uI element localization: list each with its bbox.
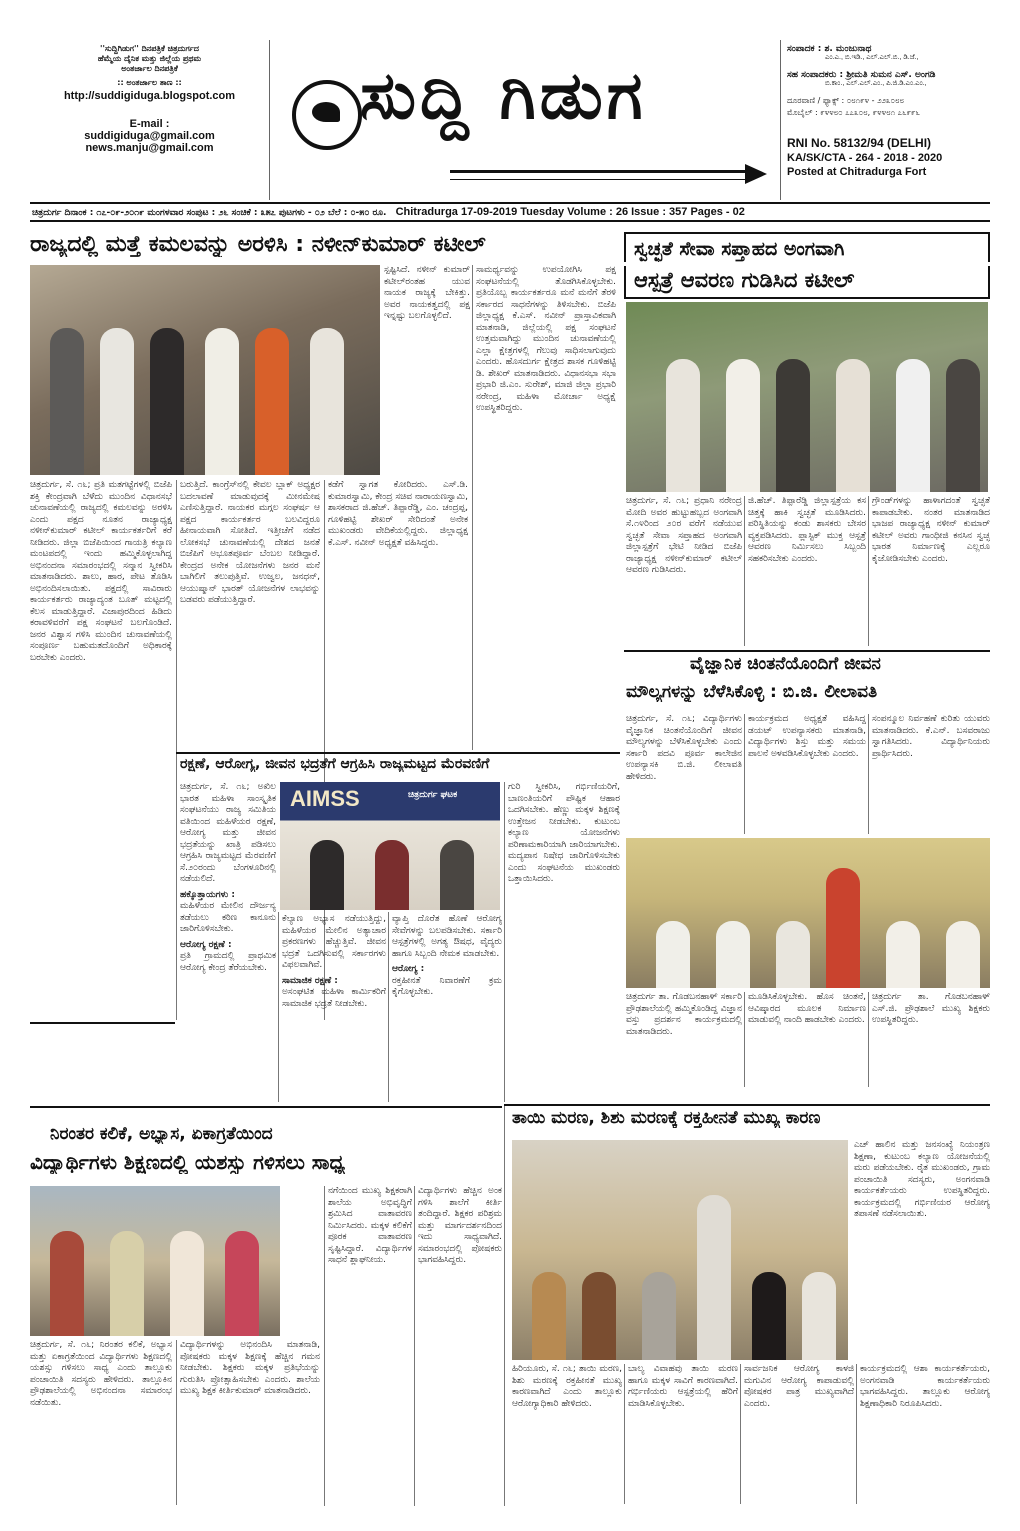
main-article-col-4: ಸ್ಪಷ್ಟಿಸಿದೆ. ನಳೀನ್ ಕುಮಾರ್ ಕಟೀಲ್‌ರಂತಹ ಯುವ ನಾಯಕ ರಾಜ್ಯಕ್ಕೆ ಬೇಕಿತ್ತು. ಅವರ ನಾಯಕತ್ವದಲ್ಲಿ ಪಕ್ಷ ಇನ್ನಷ್ಟು ಬಲಗೊಳ್ಳಲಿದೆ. bbox=[384, 265, 470, 321]
student-col-1: ಚಿತ್ರದುರ್ಗ, ಸೆ. ೧೬; ನಿರಂತರ ಕಲಿಕೆ, ಅಭ್ಯಾಸ ಮತ್ತು ಏಕಾಗ್ರತೆಯಿಂದ ವಿದ್ಯಾರ್ಥಿಗಳು ಶಿಕ್ಷಣದಲ್ಲಿ ಯಶಸ್ಸು ಗಳಿಸಲು ಸಾಧ್ಯ ಎಂದು ತಾಲ್ಲೂಕು ಪಂಚಾಯಿತಿ ಸದಸ್ಯರು ಹೇಳಿದರು. ತಾಲ್ಲೂಕಿನ ಪ್ರೌಢಶಾಲೆಯಲ್ಲಿ ಅಭಿನಂದನಾ ಸಮಾರಂಭ ನಡೆಯಿತು. bbox=[30, 1340, 172, 1408]
pen-nib-icon bbox=[745, 164, 767, 184]
mother-col-1: ಹಿರಿಯೂರು, ಸೆ. ೧೬; ತಾಯಿ ಮರಣ, ಶಿಶು ಮರಣಕ್ಕೆ ರಕ್ತಹೀನತೆ ಮುಖ್ಯ ಕಾರಣವಾಗಿದೆ ಎಂದು ತಾಲ್ಲೂಕು ಆರೋಗ್ಯಾಧಿಕಾರಿ ಹೇಳಿದರು. bbox=[512, 1364, 622, 1409]
coeditor-qualifications: ಬಿ.ಕಾಂ., ಎಲ್.ಎಲ್.ಎಂ., ಪಿ.ಜಿ.ಡಿ.ಎಂ.ಎಂ., bbox=[825, 80, 927, 87]
tagline-1: ''ಸುದ್ದಿಗಿಡುಗ'' ದಿನಪತ್ರಿಕೆ ಚಿತ್ರದುರ್ಗದ bbox=[100, 44, 199, 53]
student-col-2: ವಿದ್ಯಾರ್ಥಿಗಳನ್ನು ಅಭಿನಂದಿಸಿ ಮಾತನಾಡಿ, ಪೋಷಕರು ಮಕ್ಕಳ ಶಿಕ್ಷಣಕ್ಕೆ ಹೆಚ್ಚಿನ ಗಮನ ನೀಡಬೇಕು. ಶಿಕ್ಷಕರು ಮಕ್ಕಳ ಪ್ರತಿಭೆಯನ್ನು ಗುರುತಿಸಿ ಪ್ರೋತ್ಸಾಹಿಸಬೇಕು ಎಂದರು. ಶಾಲೆಯ ಮುಖ್ಯ ಶಿಕ್ಷಕ ಕೀರ್ತಿಕುಮಾರ್ ಮಾತನಾಡಿದರು. bbox=[180, 1340, 320, 1396]
science-col-1: ಚಿತ್ರದುರ್ಗ, ಸೆ. ೧೬; ವಿದ್ಯಾರ್ಥಿಗಳು ವೈಜ್ಞಾನಿಕ ಚಿಂತನೆಯೊಂದಿಗೆ ಜೀವನ ಮೌಲ್ಯಗಳನ್ನು ಬೆಳೆಸಿಕೊಳ್ಳಬೇಕು ಎಂದು ಸರ್ಕಾರಿ ಪದವಿ ಪೂರ್ವ ಕಾಲೇಜಿನ ಉಪನ್ಯಾಸಕಿ ಬಿ.ಜಿ. ಲೀಲಾವತಿ ಹೇಳಿದರು. bbox=[626, 714, 742, 782]
subhead-rights: ಹಕ್ಕೊತ್ತಾಯಗಳು : bbox=[180, 889, 235, 900]
swachhata-headline-1: ಸ್ವಚ್ಛತೆ ಸೇವಾ ಸಪ್ತಾಹದ ಅಂಗವಾಗಿ bbox=[624, 232, 990, 262]
masthead-left-panel bbox=[30, 40, 270, 200]
email-address-1[interactable]: suddigiduga@gmail.com bbox=[84, 130, 215, 142]
main-photo bbox=[30, 265, 380, 475]
science-col-2: ಕಾರ್ಯಕ್ರಮದ ಅಧ್ಯಕ್ಷತೆ ವಹಿಸಿದ್ದ ಡಯಟ್ ಉಪನ್ಯಾಸಕರು ಮಾತನಾಡಿ, ವಿದ್ಯಾರ್ಥಿಗಳು ಶಿಸ್ತು ಮತ್ತು ಸಮಯ ಪಾಲನೆ ಅಳವಡಿಸಿಕೊಳ್ಳಬೇಕು ಎಂದರು. bbox=[748, 714, 866, 759]
rni-number: RNI No. 58132/94 (DELHI) bbox=[787, 136, 932, 150]
swachhata-col-1: ಚಿತ್ರದುರ್ಗ, ಸೆ. ೧೬; ಪ್ರಧಾನಿ ನರೇಂದ್ರ ಮೋದಿ ಅವರ ಹುಟ್ಟುಹಬ್ಬದ ಅಂಗವಾಗಿ ಸೆ.೧೪ರಿಂದ ೨೦ರ ವರೆಗೆ ನಡೆಯುವ ಸ್ವಚ್ಛತೆ ಸೇವಾ ಸಪ್ತಾಹದ ಅಂಗವಾಗಿ ಜಿಲ್ಲಾಸ್ಪತ್ರೆಗೆ ಭೇಟಿ ನೀಡಿದ ಬಿಜೆಪಿ ರಾಜ್ಯಾಧ್ಯಕ್ಷ ನಳೀನ್‌ಕುಮಾರ್ ಕಟೀಲ್ ಆವರಣ ಗುಡಿಸಿದರು. bbox=[626, 496, 742, 575]
mother-col-right: ಎಚ್ ಹಾಲಿನ ಮತ್ತು ಜನಸಂಖ್ಯೆ ನಿಯಂತ್ರಣ ಶಿಕ್ಷಣಾ, ಕುಟುಂಬ ಕಲ್ಯಾಣ ಯೋಜನೆಯಲ್ಲಿ ಮರು ಪಡೆಯಬೇಕು. ರೈತ ಮುಖಂಡರು, ಗ್ರಾಮ ಪಂಚಾಯಿತಿ ಸದಸ್ಯರು, ಅಂಗನವಾಡಿ ಕಾರ್ಯಕರ್ತೆಯರು ಉಪಸ್ಥಿತರಿದ್ದರು. ಕಾರ್ಯಕ್ರಮದಲ್ಲಿ ಗರ್ಭಿಣಿಯರ ಆರೋಗ್ಯ ತಪಾಸಣೆ ನಡೆಸಲಾಯಿತು. bbox=[854, 1140, 990, 1219]
masthead-right-panel bbox=[780, 40, 990, 200]
tagline-3: ಅಂತರ್ಜಾಲ ದಿನಪತ್ರಿಕೆ bbox=[121, 64, 178, 73]
main-article-col-5: ಸಾಮರ್ಥ್ಯವನ್ನು ಉಪಯೋಗಿಸಿ ಪಕ್ಷ ಸಂಘಟನೆಯಲ್ಲಿ ತೊಡಗಿಸಿಕೊಳ್ಳಬೇಕು. ಪ್ರತಿಯೊಬ್ಬ ಕಾರ್ಯಕರ್ತರೂ ಮನೆ ಮನೆಗೆ ತೆರಳಿ ಸರ್ಕಾರದ ಸಾಧನೆಗಳನ್ನು ತಿಳಿಸಬೇಕು. ಬಿಜೆಪಿ ಜಿಲ್ಲಾಧ್ಯಕ್ಷ ಕೆ.ಎಸ್. ನವೀನ್ ಪ್ರಾಸ್ತಾವಿಕವಾಗಿ ಮಾತನಾಡಿ, ಜಿಲ್ಲೆಯಲ್ಲಿ ಪಕ್ಷ ಸಂಘಟನೆ ಉತ್ತಮವಾಗಿದ್ದು ಮುಂದಿನ ಚುನಾವಣೆಯಲ್ಲಿ ಎಲ್ಲಾ ಕ್ಷೇತ್ರಗಳಲ್ಲಿ ಗೆಲುವು ಸಾಧಿಸಲಾಗುವುದು ಎಂದರು. ಹೊಸದುರ್ಗ ಕ್ಷೇತ್ರದ ಶಾಸಕ ಗೂಳಿಹಟ್ಟಿ ಡಿ. ಶೇಖರ್ ಮಾತನಾಡಿದರು. ವಿಧಾನಸಭಾ ಸಭಾ ಪ್ರಭಾರಿ ಜಿ.ಎಂ. ಸುರೇಶ್, ಮಾಜಿ ಜಿಲ್ಲಾ ಪ್ರಭಾರಿ ನರೇಂದ್ರ, ಮಹಿಳಾ ಮೋರ್ಚಾ ಅಧ್ಯಕ್ಷೆ ಉಪಸ್ಥಿತರಿದ್ದರು. bbox=[476, 265, 616, 413]
editor-name: ಸಂಪಾದಕ : ಶ. ಮಂಜುನಾಥ bbox=[787, 44, 872, 54]
swachhata-photo bbox=[626, 302, 988, 492]
science-col-3: ಸಂಪನ್ಮೂಲ ನಿರ್ವಹಣೆ ಕುರಿತು ಯುವರು ಮಾತನಾಡಿದರು. ಕೆ.ಎನ್. ಬಸವರಾಜು ಸ್ವಾಗತಿಸಿದರು. ವಿದ್ಯಾರ್ಥಿನಿಯರು ಪ್ರಾರ್ಥಿಸಿದರು. bbox=[872, 714, 990, 759]
science-headline-1: ವೈಜ್ಞಾನಿಕ ಚಿಂತನೆಯೊಂದಿಗೆ ಜೀವನ bbox=[690, 654, 881, 674]
main-article-col-3: ಕಡೆಗೆ ಸ್ವಾಗತ ಕೋರಿದರು. ಎಸ್.ಡಿ. ಕುಮಾರಸ್ವಾಮಿ, ಕೇಂದ್ರ ಸಚಿವ ನಾರಾಯಣಸ್ವಾಮಿ, ಶಾಸಕರಾದ ಜಿ.ಹೆಚ್. ತಿಪ್ಪಾರೆಡ್ಡಿ, ಎಂ. ಚಂದ್ರಪ್ಪ, ಗೂಳಿಹಟ್ಟಿ ಶೇಖರ್ ಸೇರಿದಂತೆ ಅನೇಕ ಮುಖಂಡರು ವೇದಿಕೆಯಲ್ಲಿದ್ದರು. ಜಿಲ್ಲಾಧ್ಯಕ್ಷ ಕೆ.ಎಸ್. ನವೀನ್ ಅಧ್ಯಕ್ಷತೆ ವಹಿಸಿದ್ದರು. bbox=[328, 480, 468, 548]
subhead-health: ಆರೋಗ್ಯ : bbox=[392, 964, 425, 974]
student-col-3 bbox=[284, 1186, 320, 1336]
mother-col-3: ಸಾರ್ವಜನಿಕ ಆರೋಗ್ಯ ಕಾಳಜಿ ಮಗುವಿನ ಆರೋಗ್ಯ ಕಾಪಾಡುವಲ್ಲಿ ಪೋಷಕರ ಪಾತ್ರ ಮುಖ್ಯವಾಗಿದೆ ಎಂದರು. bbox=[744, 1364, 854, 1409]
website-label: :: ಅಂತರ್ಜಾಲ ತಾಣ :: bbox=[117, 78, 182, 87]
mother-col-2: ಬಾಲ್ಯ ವಿವಾಹವು ತಾಯಿ ಮರಣ ಹಾಗೂ ಮಕ್ಕಳ ಸಾವಿಗೆ ಕಾರಣವಾಗಿದೆ. ಗರ್ಭಿಣಿಯರು ಆಸ್ಪತ್ರೆಯಲ್ಲಿ ಹೆರಿಗೆ ಮಾಡಿಸಿಕೊಳ್ಳಬೇಕು. bbox=[628, 1364, 738, 1409]
aimss-col-2: ಕೆಲ್ಯಾಣ ಅಭ್ಯಾಸ ನಡೆಯುತ್ತಿದ್ದು, ಮಹಿಳೆಯರ ಮೇಲಿನ ಅತ್ಯಾಚಾರ ಪ್ರಕರಣಗಳು ಹೆಚ್ಚುತ್ತಿವೆ. ಜೀವನ ಭದ್ರತೆ ಒದಗಿಸುವಲ್ಲಿ ಸರ್ಕಾರಗಳು ವಿಫಲವಾಗಿವೆ. ಸಾಮಾಜಿಕ ರಕ್ಷಣೆ : ಅಸಂಘಟಿತ ಮಹಿಳಾ ಕಾರ್ಮಿಕರಿಗೆ ಸಾಮಾಜಿಕ ಭದ್ರತೆ ನೀಡಬೇಕು. bbox=[282, 914, 386, 1009]
dateline-english: Chitradurga 17-09-2019 Tuesday Volume : 26 Issue : 357 Pages - 02 bbox=[395, 206, 745, 218]
main-article-col-2: ಬರುತ್ತಿದೆ. ಕಾಂಗ್ರೆಸ್‌ನಲ್ಲಿ ಕೇವಲ ಬ್ಲಾಕ್ ಅಧ್ಯಕ್ಷರ ಬದಲಾವಣೆ ಮಾಡುವುದಕ್ಕೆ ಮೀನಮೇಷ ಎಣಿಸುತ್ತಿದ್ದಾರೆ. ನಾಯಕರ ಮಗ್ಗಲ ಸಂಘರ್ಷ ಆ ಪಕ್ಷದ ಕಾರ್ಯಕರ್ತರ ಬಲವಿದ್ದರೂ ಹೀನಾಯವಾಗಿ ಸೋತಿದೆ. ಇತ್ತೀಚೆಗೆ ನಡೆದ ಲೋಕಸಭೆ ಚುನಾವಣೆಯಲ್ಲಿ ದೇಶದ ಜನತೆ ಬಿಜೆಪಿಗೆ ಅಭೂತಪೂರ್ವ ಬೆಂಬಲ ನೀಡಿದ್ದಾರೆ. ಕೇಂದ್ರದ ಅನೇಕ ಯೋಜನೆಗಳು ಜನರ ಮನೆ ಬಾಗಿಲಿಗೆ ತಲುಪುತ್ತಿವೆ. ಉಜ್ವಲ, ಜನಧನ್, ಆಯುಷ್ಮಾನ್ ಭಾರತ್ ಯೋಜನೆಗಳ ಲಾಭವನ್ನು ಬಡವರು ಪಡೆಯುತ್ತಿದ್ದಾರೆ. bbox=[180, 480, 320, 605]
swachhata-col-3: ಗ್ರೌಂಡ್‌ಗಳನ್ನು ಹಾಳಾಗದಂತೆ ಸ್ವಚ್ಛತೆ ಕಾಪಾಡಬೇಕು. ನಂತರ ಮಾತನಾಡಿದ ಭಾಜಪ ರಾಜ್ಯಾಧ್ಯಕ್ಷ ನಳೀನ್ ಕುಮಾರ್ ಕಟೀಲ್ ಅವರು ಗಾಂಧೀಜಿ ಕನಸಿನ ಸ್ವಚ್ಛ ಭಾರತ ನಿರ್ಮಾಣಕ್ಕೆ ಎಲ್ಲರೂ ಕೈಜೋಡಿಸಬೇಕು ಎಂದರು. bbox=[872, 496, 990, 564]
mobile-number: ಮೊಬೈಲ್ : ೯೪೪೮೦ ೭೭೩೦೮, ೯೪೪೮೧ ೭೬೯೯೬ bbox=[787, 108, 921, 117]
aimss-col-4: ಗುರಿ ಸ್ವೀಕರಿಸಿ, ಗರ್ಭಿಣಿಯರಿಗೆ, ಬಾಣಂತಿಯರಿಗೆ ಪೌಷ್ಟಿಕ ಆಹಾರ ಒದಗಿಸಬೇಕು. ಹೆಣ್ಣು ಮಕ್ಕಳ ಶಿಕ್ಷಣಕ್ಕೆ ಉತ್ತೇಜನ ನೀಡಬೇಕು. ಕುಟುಂಬ ಕಲ್ಯಾಣ ಯೋಜನೆಗಳು ಪರಿಣಾಮಕಾರಿಯಾಗಿ ಜಾರಿಯಾಗಬೇಕು. ಮದ್ಯಪಾನ ನಿಷೇಧ ಜಾರಿಗೊಳಿಸಬೇಕು ಎಂದು ಸಂಘಟನೆಯ ಮುಖಂಡರು ಒತ್ತಾಯಿಸಿದರು. bbox=[508, 782, 620, 884]
mother-headline: ತಾಯಿ ಮರಣ, ಶಿಶು ಮರಣಕ್ಕೆ ರಕ್ತಹೀನತೆ ಮುಖ್ಯ ಕಾರಣ bbox=[512, 1108, 821, 1128]
aimss-photo bbox=[280, 782, 500, 910]
aimss-banner: AIMSS bbox=[290, 786, 360, 811]
student-photo bbox=[30, 1186, 280, 1336]
dateline-kannada: ಚಿತ್ರದುರ್ಗ ದಿನಾಂಕ : ೧೭-೦೯-೨೦೧೯ ಮಂಗಳವಾರ ಸಂಪುಟ : ೨೬ ಸಂಚಿಕೆ : ೩೫೭ ಪುಟಗಳು - ೦೨ ಬೆಲೆ : ೦-೫೦ ರೂ. bbox=[32, 208, 387, 218]
hawk-emblem-icon bbox=[292, 80, 362, 150]
aimss-banner-unit: ಚಿತ್ರದುರ್ಗ ಘಟಕ bbox=[408, 790, 458, 800]
masthead-logo bbox=[280, 40, 770, 200]
student-col-5: ವಿದ್ಯಾರ್ಥಿಗಳು ಹೆಚ್ಚಿನ ಅಂಕ ಗಳಿಸಿ ಶಾಲೆಗೆ ಕೀರ್ತಿ ತಂದಿದ್ದಾರೆ. ಶಿಕ್ಷಕರ ಪರಿಶ್ರಮ ಮತ್ತು ಮಾರ್ಗದರ್ಶನದಿಂದ ಇದು ಸಾಧ್ಯವಾಗಿದೆ. ಸಮಾರಂಭದಲ್ಲಿ ಪೋಷಕರು ಭಾಗವಹಿಸಿದ್ದರು. bbox=[418, 1186, 502, 1265]
science-col-5: ಮೂಡಿಸಿಕೊಳ್ಳಬೇಕು. ಹೊಸ ಚಿಂತನೆ, ಆವಿಷ್ಕಾರದ ಮೂಲಕ ನಿರ್ಮಾಣ ಮಾಡುವಲ್ಲಿ ನಾಂದಿ ಹಾಡಬೇಕು ಎಂದರು. bbox=[748, 992, 866, 1025]
swachhata-headline-2: ಆಸ್ಪತ್ರೆ ಆವರಣ ಗುಡಿಸಿದ ಕಟೀಲ್ bbox=[624, 266, 990, 299]
student-col-4: ನಗೆಯಿಂದ ಮುಖ್ಯ ಶಿಕ್ಷಕರಾಗಿ ಶಾಲೆಯ ಅಭಿವೃದ್ಧಿಗೆ ಶ್ರಮಿಸಿದ ವಾತಾವರಣ ನಿರ್ಮಿಸಿದರು. ಮಕ್ಕಳ ಕಲಿಕೆಗೆ ಪೂರಕ ವಾತಾವರಣ ಸೃಷ್ಟಿಸಿದ್ದಾರೆ. ವಿದ್ಯಾರ್ಥಿಗಳ ಸಾಧನೆ ಶ್ಲಾಘನೀಯ. bbox=[328, 1186, 412, 1265]
science-col-4: ಚಿತ್ರದುರ್ಗ ತಾ. ಗೊಡಬನಹಾಳ್ ಸರ್ಕಾರಿ ಪ್ರೌಢಶಾಲೆಯಲ್ಲಿ ಹಮ್ಮಿಕೊಂಡಿದ್ದ ವಿಜ್ಞಾನ ವಸ್ತು ಪ್ರದರ್ಶನ ಕಾರ್ಯಕ್ರಮದಲ್ಲಿ ಮಾತನಾಡಿದರು. bbox=[626, 992, 742, 1037]
aimss-headline: ರಕ್ಷಣೆ, ಆರೋಗ್ಯ, ಜೀವನ ಭದ್ರತೆಗೆ ಆಗ್ರಹಿಸಿ ರಾಜ್ಯಮಟ್ಟದ ಮೆರವಣಿಗೆ bbox=[180, 756, 490, 772]
student-headline-1: ನಿರಂತರ ಕಲಿಕೆ, ಅಭ್ಯಾಸ, ಏಕಾಗ್ರತೆಯಿಂದ bbox=[50, 1124, 273, 1144]
email-address-2[interactable]: news.manju@gmail.com bbox=[85, 142, 214, 154]
swachhata-col-2: ಜಿ.ಹೆಚ್. ತಿಪ್ಪಾರೆಡ್ಡಿ ಜಿಲ್ಲಾಸ್ಪತ್ರೆಯ ಕಸ ಚಿತ್ತಕ್ಕೆ ಹಾಕಿ ಸ್ವಚ್ಛತೆ ಮೂಡಿಸಿದರು. ಪರಿಸ್ಥಿತಿಯನ್ನು ಕಂಡು ಶಾಸಕರು ಬೇಸರ ವ್ಯಕ್ತಪಡಿಸಿದರು. ಪ್ಲಾಸ್ಟಿಕ್ ಮುಕ್ತ ಆಸ್ಪತ್ರೆ ಆವರಣ ನಿರ್ಮಿಸಲು ಸಿಬ್ಬಂದಿ ಸಹಕರಿಸಬೇಕು ಎಂದರು. bbox=[748, 496, 866, 564]
newspaper-title: ಸುದ್ದಿ ಗಿಡುಗ bbox=[360, 56, 647, 134]
mother-photo bbox=[512, 1140, 848, 1360]
aimss-col-1: ಚಿತ್ರದುರ್ಗ, ಸೆ. ೧೬; ಅಖಿಲ ಭಾರತ ಮಹಿಳಾ ಸಾಂಸ್ಕೃತಿಕ ಸಂಘಟನೆಯು ರಾಜ್ಯ ಸಮಿತಿಯ ವತಿಯಿಂದ ಮಹಿಳೆಯರ ರಕ್ಷಣೆ, ಆರೋಗ್ಯ ಮತ್ತು ಜೀವನ ಭದ್ರತೆಯನ್ನು ಖಾತ್ರಿ ಪಡಿಸಲು ಆಗ್ರಹಿಸಿ ರಾಜ್ಯಮಟ್ಟದ ಮೆರವಣಿಗೆ ಸೆ.೨೦ರಂದು ಬೆಂಗಳೂರಿನಲ್ಲಿ ನಡೆಯಲಿದೆ. ಹಕ್ಕೊತ್ತಾಯಗಳು : ಮಹಿಳೆಯರ ಮೇಲಿನ ದೌರ್ಜನ್ಯ ತಡೆಯಲು ಕಠಿಣ ಕಾನೂನು ಜಾರಿಗೊಳಿಸಬೇಕು. ಆರೋಗ್ಯ ರಕ್ಷಣೆ : ಪ್ರತಿ ಗ್ರಾಮದಲ್ಲಿ ಪ್ರಾಥಮಿಕ ಆರೋಗ್ಯ ಕೇಂದ್ರ ತೆರೆಯಬೇಕು. bbox=[180, 782, 276, 973]
main-article-col-1: ಚಿತ್ರದುರ್ಗ, ಸೆ. ೧೬; ಪ್ರತಿ ಮತಗಟ್ಟೆಗಳಲ್ಲಿ ಬಿಜೆಪಿ ಶಕ್ತಿ ಕೇಂದ್ರವಾಗಿ ಬೆಳೆದು ಮುಂದಿನ ವಿಧಾನಸಭೆ ಚುನಾವಣೆಯಲ್ಲಿ ರಾಜ್ಯದಲ್ಲಿ ಕಮಲವನ್ನು ಅರಳಿಸಿ ಎಂದು ಪಕ್ಷದ ನೂತನ ರಾಜ್ಯಾಧ್ಯಕ್ಷ ನಳೀನ್‌ಕುಮಾರ್ ಕಟೀಲ್ ಕಾರ್ಯಕರ್ತರಿಗೆ ಕರೆ ನೀಡಿದರು. ಜಿಲ್ಲಾ ಬಿಜೆಪಿಯಿಂದ ಗಾಯತ್ರಿ ಕಲ್ಯಾಣ ಮಂಟಪದಲ್ಲಿ ಇಂದು ಹಮ್ಮಿಕೊಳ್ಳಲಾಗಿದ್ದ ಅಭಿನಂದನಾ ಸಮಾರಂಭದಲ್ಲಿ ಸನ್ಮಾನ ಸ್ವೀಕರಿಸಿ ಮಾತನಾಡಿದರು. ಶಾಲು, ಹಾರ, ಪೇಟ ತೊಡಿಸಿ ಅಭಿನಂದಿಸಲಾಯಿತು. ಪಕ್ಷದಲ್ಲಿ ಸಾವಿರಾರು ಕಾರ್ಯಕರ್ತರು ರಾಜ್ಯಾದ್ಯಂತ ಬೂತ್ ಮಟ್ಟದಲ್ಲಿ ಕೆಲಸ ಮಾಡುತ್ತಿದ್ದಾರೆ. ವಿಜಾಪುರದಿಂದ ಹಿಡಿದು ಕರಾವಳಿವರೆಗೆ ಪಕ್ಷ ಸಂಘಟನೆ ಬಲಗೊಂಡಿದೆ. ಜನರ ವಿಶ್ವಾಸ ಗಳಿಸಿ ಮುಂದಿನ ಚುನಾವಣೆಯಲ್ಲಿ ಸಂಪೂರ್ಣ ಬಹುಮತದೊಂದಿಗೆ ಅಧಿಕಾರಕ್ಕೆ ಬರಬೇಕು ಎಂದರು. bbox=[30, 480, 172, 663]
main-headline: ರಾಜ್ಯದಲ್ಲಿ ಮತ್ತೆ ಕಮಲವನ್ನು ಅರಳಿಸಿ : ನಳೀನ್‌ಕುಮಾರ್ ಕಟೀಲ್ bbox=[30, 232, 486, 257]
website-url[interactable]: http://suddigiduga.blogspot.com bbox=[63, 90, 236, 102]
science-col-6: ಚಿತ್ರದುರ್ಗ ತಾ. ಗೊಡಬನಹಾಳ್ ಎಸ್.ಜಿ. ಪ್ರೌಢಶಾಲೆ ಮುಖ್ಯ ಶಿಕ್ಷಕರು ಉಪಸ್ಥಿತರಿದ್ದರು. bbox=[872, 992, 990, 1025]
science-headline-2: ಮೌಲ್ಯಗಳನ್ನು ಬೆಳೆಸಿಕೊಳ್ಳಿ : ಬಿ.ಜಿ. ಲೀಲಾವತಿ bbox=[626, 682, 878, 702]
pen-underline-icon bbox=[450, 170, 750, 180]
student-headline-2: ವಿದ್ಯಾರ್ಥಿಗಳು ಶಿಕ್ಷಣದಲ್ಲಿ ಯಶಸ್ಸು ಗಳಿಸಲು ಸಾಧ್ಯ bbox=[30, 1150, 346, 1174]
aimss-col-3: ವ್ಯಾಪ್ತಿ ದೊರೆತ ಹೊಣೆ ಆರೋಗ್ಯ ಸೇವೆಗಳನ್ನು ಬಲಪಡಿಸಬೇಕು. ಸರ್ಕಾರಿ ಆಸ್ಪತ್ರೆಗಳಲ್ಲಿ ಅಗತ್ಯ ಔಷಧ, ವೈದ್ಯರು ಹಾಗೂ ಸಿಬ್ಬಂದಿ ನೇಮಕ ಮಾಡಬೇಕು. ಆರೋಗ್ಯ : ರಕ್ತಹೀನತೆ ನಿವಾರಣೆಗೆ ಕ್ರಮ ಕೈಗೊಳ್ಳಬೇಕು. bbox=[392, 914, 502, 997]
coeditor-name: ಸಹ ಸಂಪಾದಕರು : ಶ್ರೀಮತಿ ಸುಮನ ಎಸ್. ಅಂಗಡಿ bbox=[787, 70, 936, 80]
registration-number: KA/SK/CTA - 264 - 2018 - 2020 bbox=[787, 152, 943, 164]
subhead-health-protection: ಆರೋಗ್ಯ ರಕ್ಷಣೆ : bbox=[180, 939, 232, 950]
editor-qualifications: ಎಂ.ಎ., ಬಿ.ಇಡಿ., ಎಲ್.ಎಲ್.ಬಿ., ಡಿ.ಜೆ., bbox=[825, 54, 919, 61]
email-label: E-mail : bbox=[129, 118, 170, 130]
tagline-2: ಹೆಮ್ಮೆಯ ದೈನಿಕ ಮತ್ತು ಜಿಲ್ಲೆಯ ಪ್ರಥಮ bbox=[97, 54, 202, 63]
mother-col-4: ಕಾರ್ಯಕ್ರಮದಲ್ಲಿ ಆಶಾ ಕಾರ್ಯಕರ್ತೆಯರು, ಅಂಗನವಾಡಿ ಕಾರ್ಯಕರ್ತೆಯರು ಭಾಗವಹಿಸಿದ್ದರು. ತಾಲ್ಲೂಕು ಆರೋಗ್ಯ ಶಿಕ್ಷಣಾಧಿಕಾರಿ ನಿರೂಪಿಸಿದರು. bbox=[860, 1364, 990, 1409]
masthead bbox=[30, 40, 990, 200]
phone-number: ದೂರವಾಣಿ / ಫ್ಯಾಕ್ಸ್ : ೦೮೧೯೪ - ೨೨೩೦೮೮ bbox=[787, 96, 904, 105]
dateline-bar bbox=[30, 202, 990, 222]
subhead-social-security: ಸಾಮಾಜಿಕ ರಕ್ಷಣೆ : bbox=[282, 975, 338, 986]
science-photo bbox=[626, 838, 990, 988]
posted-at: Posted at Chitradurga Fort bbox=[787, 166, 927, 178]
